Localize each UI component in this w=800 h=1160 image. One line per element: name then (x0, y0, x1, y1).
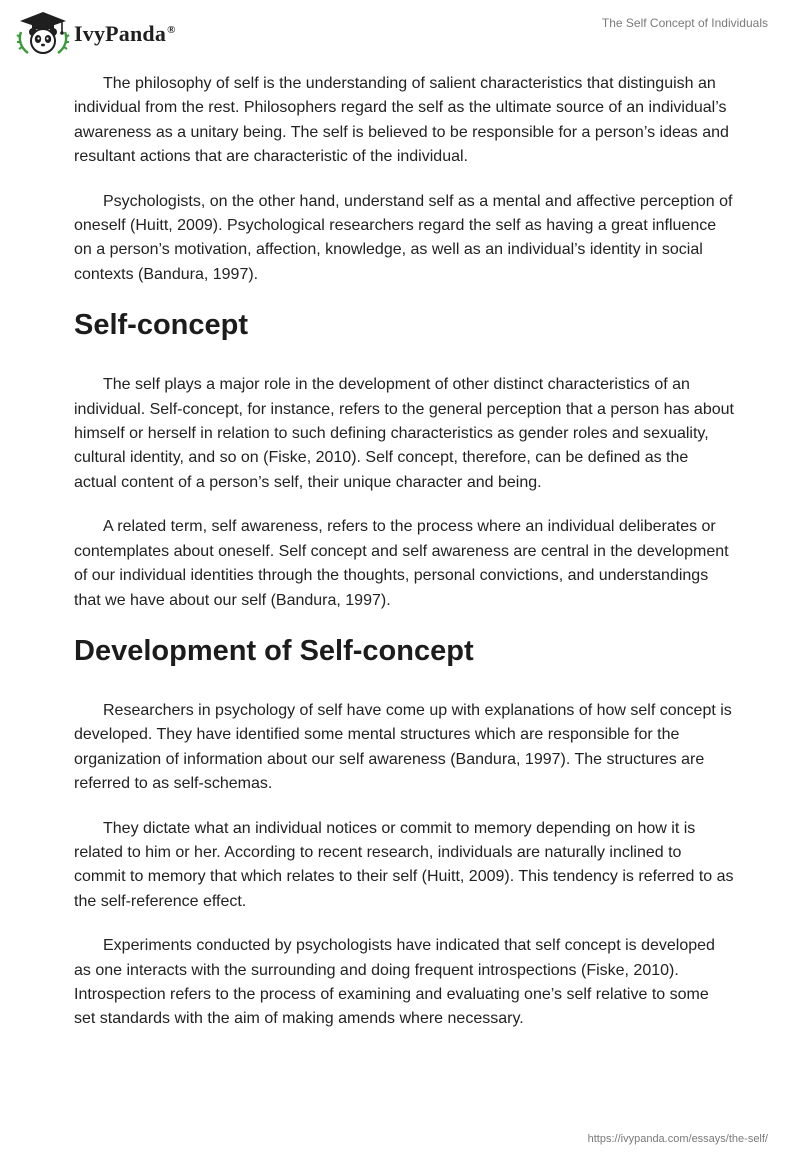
brand-name: IvyPanda® (74, 21, 176, 46)
section-heading-self-concept: Self-concept (74, 309, 249, 342)
essay-body (74, 72, 734, 1052)
paragraph: The philosophy of self is the understanding of salient characteristics that distinguish an individual from the rest. Philosophers regard the self as the ultimate source of an individual’s awareness as a unitary being. The self is believed to be responsible for a person’s ideas and resultant actions that are characteristic of the individual. (74, 75, 729, 166)
paragraph: Researchers in psychology of self have come up with explanations of how self concept is developed. They have identified some mental structures which are responsible for the organization of information about our self awareness (Bandura, 1997). The structures are referred to as self-schemas. (74, 701, 732, 793)
paragraph: Experiments conducted by psychologists have indicated that self concept is developed as one interacts with the surrounding and doing frequent introspections (Fiske, 2010). Introspection refers to the process of examining and evaluating one’s self relative to some set standards with the aim of making amends where necessary. (74, 937, 715, 1028)
panda-graduate-icon (16, 10, 70, 56)
paragraph: Psychologists, on the other hand, understand self as a mental and affective perception of oneself (Huitt, 2009). Psychological researchers regard the self as having a great influence on a person’s motivation, affection, knowledge, as well as an individual’s identity in social contexts (Bandura, 1997). (74, 192, 733, 283)
paragraph: They dictate what an individual notices or commit to memory depending on how it is related to him or her. According to recent research, individuals are naturally inclined to commit to memory that which relates to their self (Huitt, 2009). This tendency is referred to as the self-reference effect. (74, 819, 734, 910)
section-heading-development: Development of Self-concept (74, 634, 474, 667)
source-url[interactable]: https://ivypanda.com/essays/the-self/ (587, 1133, 768, 1145)
document-title: The Self Concept of Individuals (601, 16, 768, 30)
page-header (0, 0, 800, 64)
paragraph: The self plays a major role in the development of other distinct characteristics of an individual. Self-concept, for instance, refers to the general perception that a person has about himself or herself in relation to such defining characteristics as gender roles and sexuality, cultural identity, and so on (Fiske, 2010). Self concept, therefore, can be defined as the actual content of a person’s self, their unique character and being. (74, 376, 734, 491)
ivypanda-logo[interactable] (16, 10, 176, 56)
paragraph: A related term, self awareness, refers to the process where an individual deliberates or contemplates about oneself. Self concept and self awareness are central in the development of our individual identities through the thoughts, personal convictions, and understandings that we have about our self (Bandura, 1997). (74, 518, 729, 609)
registered-mark: ® (167, 23, 176, 36)
